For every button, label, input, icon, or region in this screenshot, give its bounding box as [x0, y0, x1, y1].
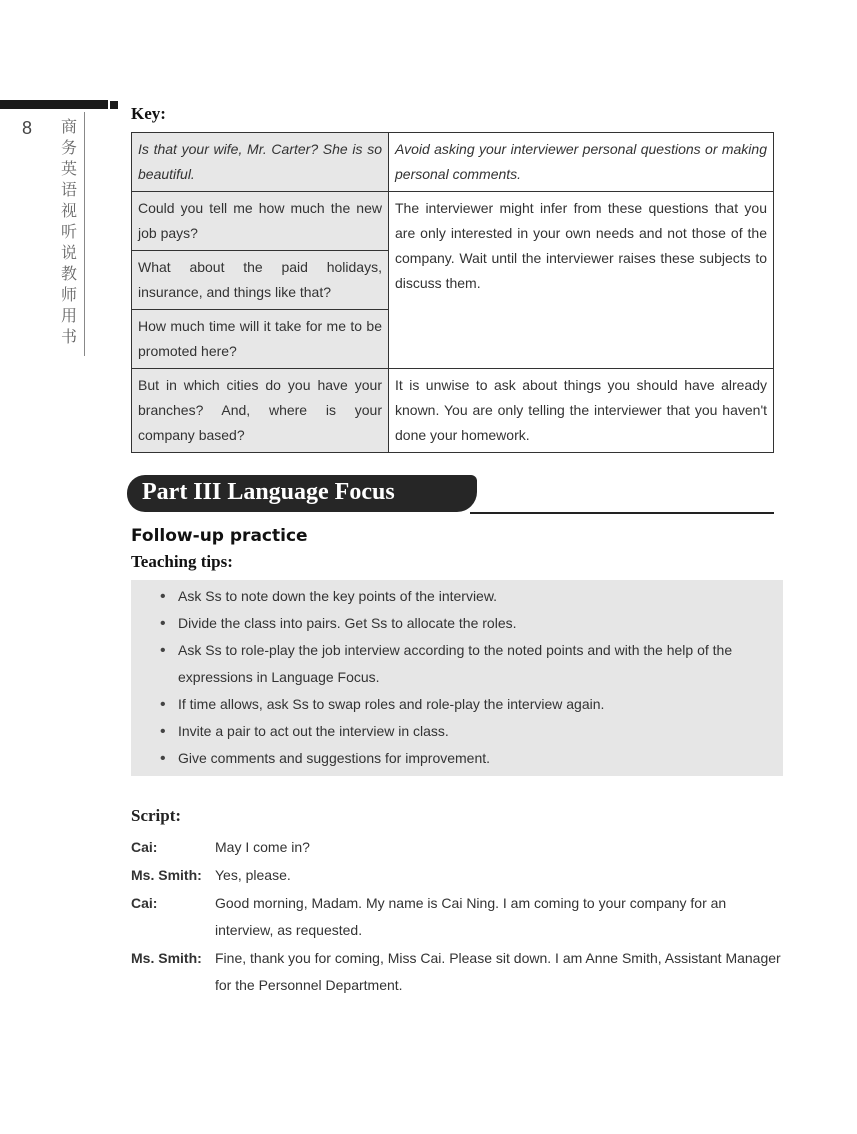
list-item: • Invite a pair to act out the interview in class. — [160, 718, 780, 745]
utterance: Good morning, Madam. My name is Cai Ning. I am coming to your company for an interview, as requested. — [215, 895, 727, 938]
speaker-name: Cai: — [131, 839, 158, 855]
list-item: • Ask Ss to role-play the job interview according to the noted points and with the help of the expressions in Language Focus. — [160, 637, 780, 691]
key-row-1 — [132, 133, 774, 192]
key-table — [131, 132, 774, 453]
utterance: Yes, please. — [215, 867, 291, 883]
utterance: Fine, thank you for coming, Miss Cai. Please sit down. I am Anne Smith, Assistant Manager for the Personnel Department. — [215, 950, 781, 993]
part-title: Part III Language Focus — [142, 479, 395, 505]
dialogue-line — [131, 890, 781, 944]
key-row-3 — [132, 369, 774, 453]
margin-rule — [84, 112, 85, 356]
key-question-cell: Is that your wife, Mr. Carter? She is so beautiful. — [132, 133, 389, 192]
teaching-tips-heading: Teaching tips: — [131, 552, 233, 571]
utterance: May I come in? — [215, 839, 310, 855]
dialogue-line — [131, 945, 781, 999]
page-number: 8 — [22, 118, 33, 138]
key-question-cell: What about the paid holidays, insurance, and things like that? — [132, 251, 389, 310]
part-underline — [470, 512, 774, 514]
key-question-cell: How much time will it take for me to be promoted here? — [132, 310, 389, 369]
script-heading: Script: — [131, 806, 182, 825]
dialogue-line — [131, 862, 781, 889]
header-square-marker — [110, 101, 118, 109]
list-item: • Ask Ss to note down the key points of the interview. — [160, 583, 780, 610]
speaker-name: Ms. Smith: — [131, 950, 202, 966]
key-answer-cell: Avoid asking your interviewer personal questions or making personal comments. — [389, 133, 774, 192]
teaching-tips-list — [160, 583, 780, 772]
key-heading: Key: — [131, 104, 166, 123]
script-dialogue — [131, 834, 781, 1000]
key-answer-cell: It is unwise to ask about things you should have already known. You are only telling the interviewer that you haven't done your homework. — [389, 369, 774, 453]
list-item: • Give comments and suggestions for improvement. — [160, 745, 780, 772]
dialogue-line — [131, 834, 781, 861]
speaker-name: Ms. Smith: — [131, 867, 202, 883]
vertical-book-title: 商务英语视听说教师用书 — [60, 117, 77, 346]
list-item: • If time allows, ask Ss to swap roles and role-play the interview again. — [160, 691, 780, 718]
header-bar — [0, 100, 108, 109]
key-answer-cell: The interviewer might infer from these questions that you are only interested in your own needs and not those of the company. Wait until the interviewer raises these subjects to discuss them. — [389, 192, 774, 369]
key-question-cell: But in which cities do you have your branches? And, where is your company based? — [132, 369, 389, 453]
key-question-cell: Could you tell me how much the new job pays? — [132, 192, 389, 251]
list-item: • Divide the class into pairs. Get Ss to allocate the roles. — [160, 610, 780, 637]
speaker-name: Cai: — [131, 895, 158, 911]
key-row-2a — [132, 192, 774, 251]
followup-heading: Follow-up practice — [131, 526, 308, 546]
